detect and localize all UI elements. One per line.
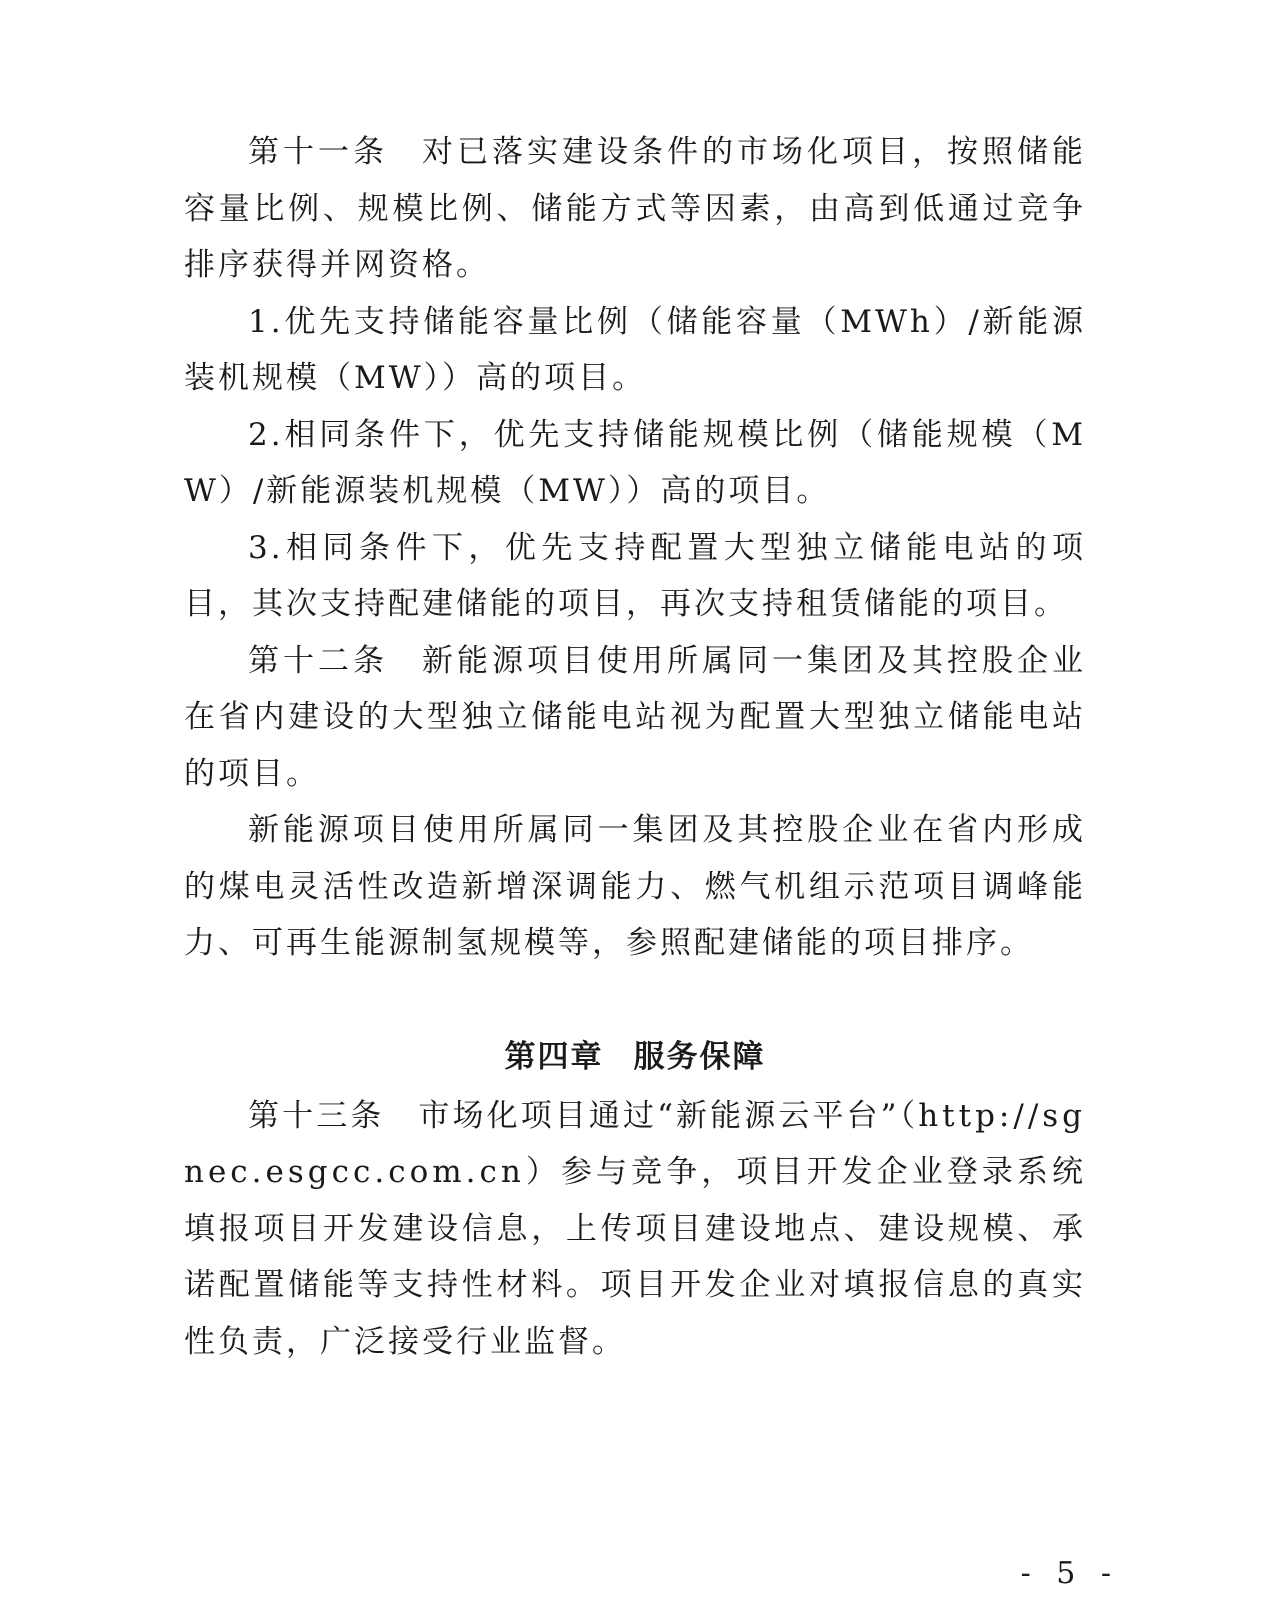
article-13-label: 第十三条 [248, 1097, 385, 1134]
article-11-label: 第十一条 [248, 134, 388, 170]
article-12-text: 新能源项目使用所属同一集团及其控股企业在省内建设的大型独立储能电站视为配置大型独立储能电站的项目。 [184, 642, 1086, 792]
item-1: 1.优先支持储能容量比例（储能容量（MWh）/新能源装机规模（MW））高的项目。 [184, 303, 1086, 396]
document-body [184, 124, 1086, 1370]
article-12 [184, 633, 1086, 803]
chapter-number: 第四章 [504, 1038, 604, 1075]
chapter-title: 服务保障 [633, 1038, 766, 1075]
item-3: 3.相同条件下，优先支持配置大型独立储能电站的项目，其次支持配建储能的项目，再次支持租赁储能的项目。 [184, 529, 1086, 622]
article-11-text: 对已落实建设条件的市场化项目，按照储能容量比例、规模比例、储能方式等因素，由高到低通过竞争排序获得并网资格。 [184, 134, 1086, 283]
article-13-text-before-url: 市场化项目通过“新能源云平台”（ [418, 1097, 919, 1134]
chapter-heading [184, 1026, 1086, 1088]
article-12-label: 第十二条 [248, 642, 388, 679]
article-12-paragraph-2: 新能源项目使用所属同一集团及其控股企业在省内形成的煤电灵活性改造新增深调能力、燃气机组示范项目调峰能力、可再生能源制氢规模等，参照配建储能的项目排序。 [184, 812, 1086, 961]
article-13 [184, 1088, 1086, 1371]
article-13-text-after-url: ）参与竞争，项目开发企业登录系统填报项目开发建设信息，上传项目建设地点、建设规模、承诺配置储能等支持性材料。项目开发企业对填报信息的真实性负责，广泛接受行业监督。 [184, 1154, 1086, 1360]
platform-url-link[interactable]: http://sgnec.esgcc.com.cn [184, 1097, 1087, 1190]
item-2: 2.相同条件下，优先支持储能规模比例（储能规模（MW）/新能源装机规模（MW））高的项目。 [184, 416, 1086, 509]
article-11 [184, 124, 1086, 294]
page-number: - 5 - [1020, 1556, 1119, 1591]
